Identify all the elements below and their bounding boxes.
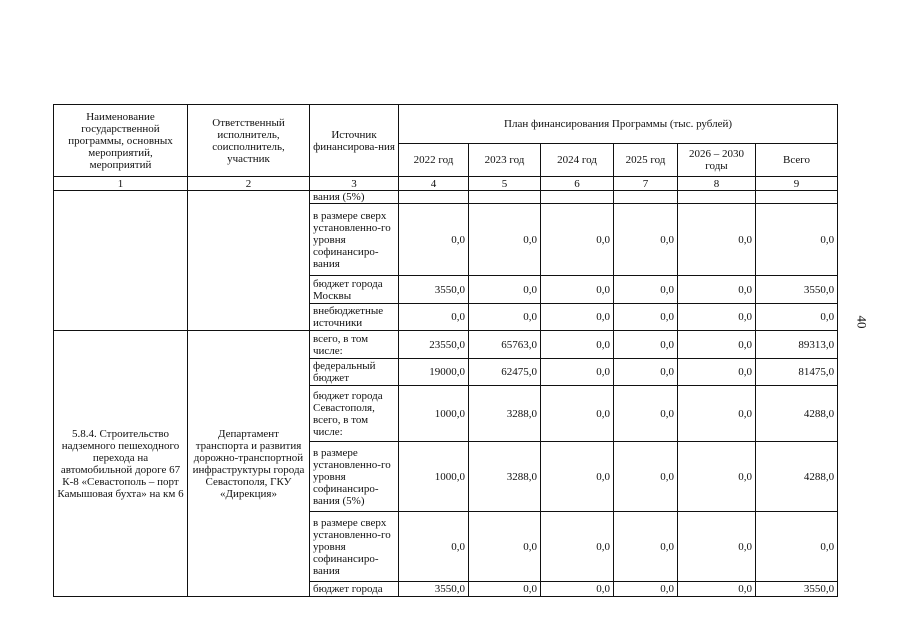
value-cell: 0,0 xyxy=(541,304,614,331)
header-total: Всего xyxy=(756,144,838,177)
value-cell xyxy=(399,191,469,204)
value-cell: 0,0 xyxy=(678,276,756,304)
col-number: 6 xyxy=(541,177,614,191)
value-cell: 4288,0 xyxy=(756,386,838,442)
value-cell: 3550,0 xyxy=(399,582,469,597)
value-cell: 0,0 xyxy=(541,386,614,442)
value-cell: 3550,0 xyxy=(399,276,469,304)
value-cell: 19000,0 xyxy=(399,359,469,386)
table-row xyxy=(54,331,838,359)
table-row xyxy=(54,191,838,204)
value-cell: 0,0 xyxy=(614,582,678,597)
col-number: 3 xyxy=(310,177,399,191)
col-number: 5 xyxy=(469,177,541,191)
value-cell: 0,0 xyxy=(678,359,756,386)
value-cell: 0,0 xyxy=(469,304,541,331)
value-cell: 0,0 xyxy=(399,304,469,331)
header-year: 2022 год xyxy=(399,144,469,177)
value-cell: 3550,0 xyxy=(756,276,838,304)
header-year: 2025 год xyxy=(614,144,678,177)
value-cell: 0,0 xyxy=(678,204,756,276)
value-cell: 0,0 xyxy=(469,204,541,276)
header-year: 2026 – 2030 годы xyxy=(678,144,756,177)
financing-table xyxy=(53,104,838,597)
header-year: 2023 год xyxy=(469,144,541,177)
value-cell: 3288,0 xyxy=(469,386,541,442)
value-cell: 0,0 xyxy=(614,331,678,359)
value-cell: 0,0 xyxy=(614,386,678,442)
header-executor: Ответственный исполнитель, соисполнитель, участник xyxy=(188,105,310,177)
value-cell xyxy=(541,191,614,204)
value-cell: 0,0 xyxy=(756,512,838,582)
value-cell: 0,0 xyxy=(469,582,541,597)
value-cell xyxy=(678,191,756,204)
source-cell: в размере сверх установленно-го уровня софинансиро-вания xyxy=(310,512,399,582)
header-plan: План финансирования Программы (тыс. рублей) xyxy=(399,105,838,144)
source-cell: всего, в том числе: xyxy=(310,331,399,359)
value-cell: 0,0 xyxy=(541,276,614,304)
value-cell: 0,0 xyxy=(678,386,756,442)
source-cell: вания (5%) xyxy=(310,191,399,204)
header-name: Наименование государственной программы, основных мероприятий, мероприятий xyxy=(54,105,188,177)
value-cell: 0,0 xyxy=(469,512,541,582)
measure-name: 5.8.4. Строительство надземного пешеходного перехода на автомобильной дороге 67 К-8 «Севастополь – порт Камышовая бухта» на км 6 xyxy=(54,331,188,597)
value-cell: 0,0 xyxy=(614,442,678,512)
value-cell xyxy=(756,191,838,204)
value-cell: 89313,0 xyxy=(756,331,838,359)
source-cell: внебюджетные источники xyxy=(310,304,399,331)
value-cell: 0,0 xyxy=(614,512,678,582)
col-number: 1 xyxy=(54,177,188,191)
value-cell: 0,0 xyxy=(614,359,678,386)
header-year: 2024 год xyxy=(541,144,614,177)
source-cell: бюджет города xyxy=(310,582,399,597)
source-cell: в размере сверх установленно-го уровня софинансиро-вания xyxy=(310,204,399,276)
value-cell: 0,0 xyxy=(541,582,614,597)
value-cell: 0,0 xyxy=(399,512,469,582)
source-cell: бюджет города Москвы xyxy=(310,276,399,304)
value-cell xyxy=(614,191,678,204)
value-cell: 0,0 xyxy=(541,331,614,359)
header-source: Источник финансирова-ния xyxy=(310,105,399,177)
value-cell: 0,0 xyxy=(541,512,614,582)
value-cell: 0,0 xyxy=(541,442,614,512)
col-number: 7 xyxy=(614,177,678,191)
value-cell: 0,0 xyxy=(614,204,678,276)
col-number: 8 xyxy=(678,177,756,191)
value-cell: 23550,0 xyxy=(399,331,469,359)
value-cell: 0,0 xyxy=(541,359,614,386)
value-cell: 0,0 xyxy=(756,304,838,331)
value-cell: 0,0 xyxy=(399,204,469,276)
col-number: 9 xyxy=(756,177,838,191)
value-cell: 1000,0 xyxy=(399,442,469,512)
value-cell: 3550,0 xyxy=(756,582,838,597)
value-cell: 0,0 xyxy=(678,512,756,582)
value-cell xyxy=(469,191,541,204)
value-cell: 1000,0 xyxy=(399,386,469,442)
measure-executor: Департамент транспорта и развития дорожно-транспортной инфраструктуры города Севастополя, ГКУ «Дирекция» xyxy=(188,331,310,597)
value-cell: 0,0 xyxy=(469,276,541,304)
source-cell: в размере установленно-го уровня софинансиро-вания (5%) xyxy=(310,442,399,512)
value-cell: 4288,0 xyxy=(756,442,838,512)
page-number: 40 xyxy=(854,315,870,329)
value-cell: 0,0 xyxy=(541,204,614,276)
col-number: 2 xyxy=(188,177,310,191)
value-cell: 0,0 xyxy=(614,304,678,331)
value-cell: 62475,0 xyxy=(469,359,541,386)
value-cell: 65763,0 xyxy=(469,331,541,359)
executor-cell-empty xyxy=(188,191,310,331)
source-cell: бюджет города Севастополя, всего, в том числе: xyxy=(310,386,399,442)
source-cell: федеральный бюджет xyxy=(310,359,399,386)
value-cell: 0,0 xyxy=(678,331,756,359)
value-cell: 81475,0 xyxy=(756,359,838,386)
value-cell: 0,0 xyxy=(678,442,756,512)
value-cell: 0,0 xyxy=(678,304,756,331)
value-cell: 0,0 xyxy=(756,204,838,276)
value-cell: 3288,0 xyxy=(469,442,541,512)
col-number: 4 xyxy=(399,177,469,191)
value-cell: 0,0 xyxy=(678,582,756,597)
name-cell-empty xyxy=(54,191,188,331)
value-cell: 0,0 xyxy=(614,276,678,304)
